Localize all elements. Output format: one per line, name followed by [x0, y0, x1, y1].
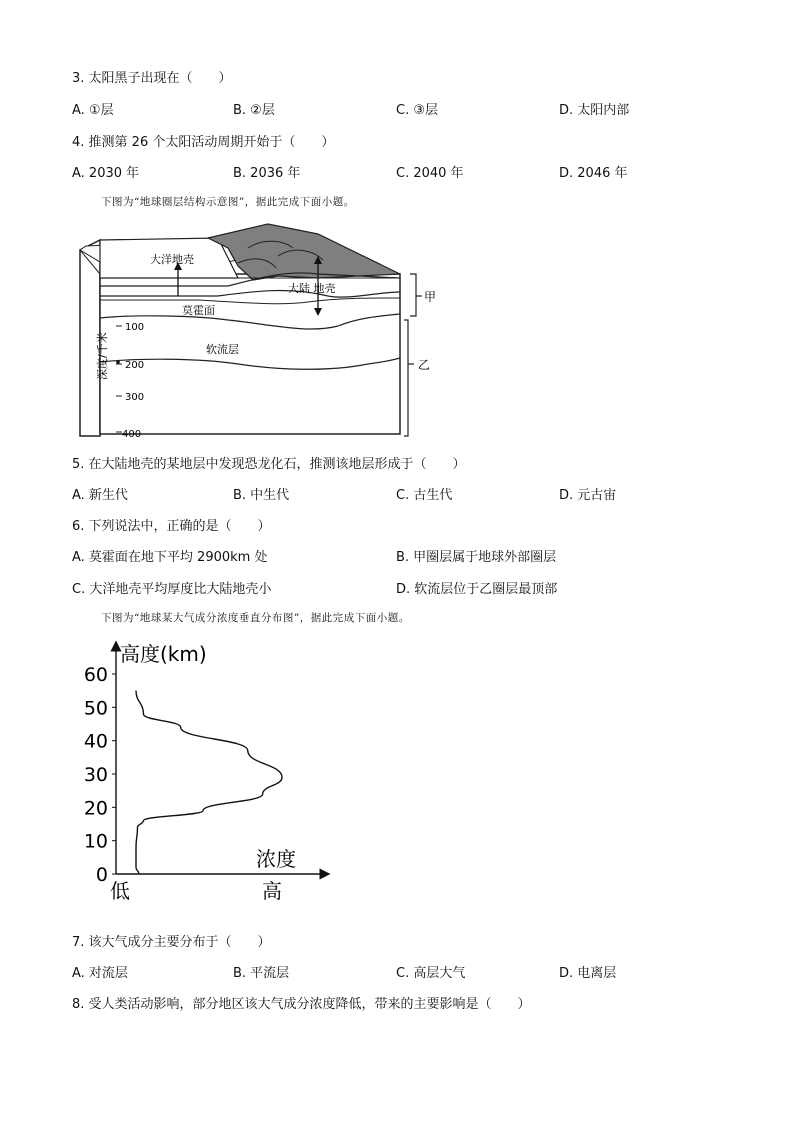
q5-option-d[interactable]: D. 元古宙: [559, 488, 617, 503]
q3-option-c[interactable]: C. ③层: [396, 103, 438, 118]
question-6-stem: 6. 下列说法中，正确的是（ ）: [72, 519, 271, 534]
q7-option-b[interactable]: B. 平流层: [233, 966, 290, 981]
q5-option-a[interactable]: A. 新生代: [72, 488, 128, 503]
x-low-label: 低: [110, 879, 130, 903]
q4-option-d[interactable]: D. 2046 年: [559, 166, 628, 181]
intro-ozone-chart: 下图为“地球某大气成分浓度垂直分布图”，据此完成下面小题。: [101, 612, 410, 624]
question-8-stem: 8. 受人类活动影响，部分地区该大气成分浓度降低，带来的主要影响是（ ）: [72, 997, 531, 1012]
q4-option-b[interactable]: B. 2036 年: [233, 166, 301, 181]
asthenosphere-label: 软流层: [206, 343, 239, 356]
y-tick-label: 40: [83, 730, 108, 753]
depth-tick-100: 100: [125, 322, 145, 333]
q6-option-a[interactable]: A. 莫霍面在地下平均 2900km 处: [72, 550, 268, 565]
continent-crust-label: 大陆 地壳: [288, 282, 336, 295]
q3-option-d[interactable]: D. 太阳内部: [559, 103, 630, 118]
q3-option-a[interactable]: A. ①层: [72, 103, 114, 118]
y-tick-label: 30: [83, 764, 108, 786]
depth-tick-200: 200: [125, 360, 145, 371]
ocean-crust-label: 大洋地壳: [150, 253, 194, 266]
depth-axis-label: 深度/千米: [96, 332, 109, 380]
concentration-chart: [80, 636, 340, 908]
x-axis-title: 浓度: [256, 847, 296, 871]
jia-label: 甲: [424, 290, 437, 304]
yi-label: 乙: [418, 358, 431, 372]
q7-option-d[interactable]: D. 电离层: [559, 966, 617, 981]
intro-earth-diagram: 下图为“地球圈层结构示意图”，据此完成下面小题。: [101, 196, 355, 208]
depth-tick-300: 300: [125, 392, 145, 403]
question-4-stem: 4. 推测第 26 个太阳活动周期开始于（ ）: [72, 135, 335, 150]
q5-option-b[interactable]: B. 中生代: [233, 488, 290, 503]
q4-option-c[interactable]: C. 2040 年: [396, 166, 464, 181]
moho-label: 莫霍面: [182, 304, 215, 317]
x-high-label: 高: [262, 879, 282, 903]
y-axis-title: 高度(km): [120, 642, 207, 666]
q3-option-b[interactable]: B. ②层: [233, 103, 275, 118]
question-7-stem: 7. 该大气成分主要分布于（ ）: [72, 935, 271, 950]
depth-tick-400: 400: [122, 429, 142, 440]
y-tick-label: 50: [83, 697, 108, 720]
q5-option-c[interactable]: C. 古生代: [396, 488, 453, 503]
y-tick-label: 0: [95, 864, 108, 886]
y-tick-label: 60: [83, 664, 108, 686]
q6-option-c[interactable]: C. 大洋地壳平均厚度比大陆地壳小: [72, 582, 272, 597]
q7-option-a[interactable]: A. 对流层: [72, 966, 128, 981]
question-5-stem: 5. 在大陆地壳的某地层中发现恐龙化石，推测该地层形成于（ ）: [72, 457, 466, 472]
question-3-stem: 3. 太阳黑子出现在（ ）: [72, 71, 232, 86]
q6-option-d[interactable]: D. 软流层位于乙圈层最顶部: [396, 582, 558, 597]
y-tick-label: 20: [83, 797, 108, 820]
q4-option-a[interactable]: A. 2030 年: [72, 166, 140, 181]
y-tick-label: 10: [83, 830, 108, 853]
earth-structure-diagram: [78, 218, 448, 443]
q6-option-b[interactable]: B. 甲圈层属于地球外部圈层: [396, 550, 557, 565]
q7-option-c[interactable]: C. 高层大气: [396, 966, 466, 981]
